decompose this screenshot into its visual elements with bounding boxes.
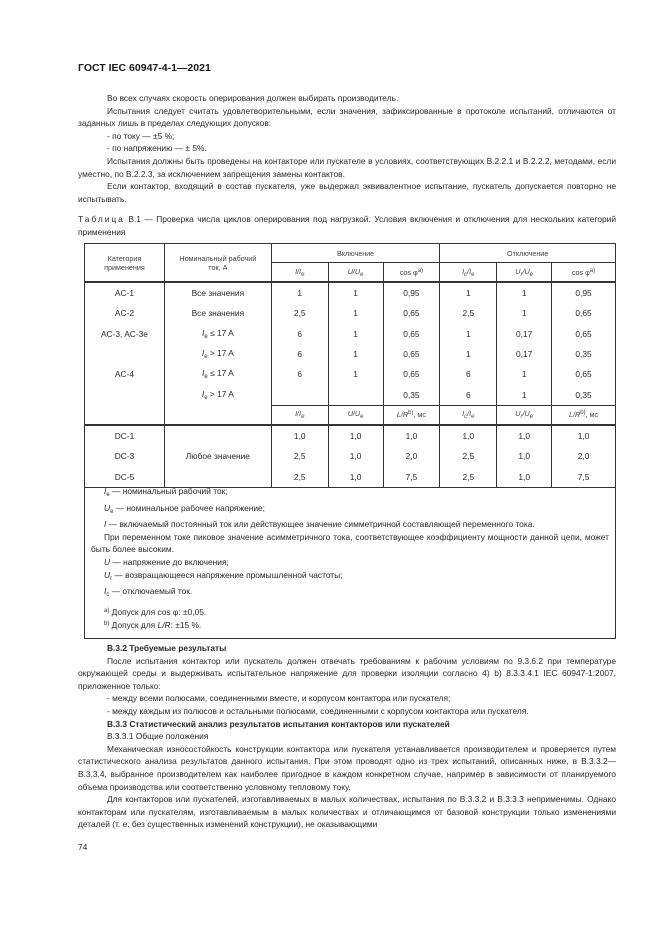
list-item: - между каждым из полюсов и остальными полюсами, соединенными с корпусом контактора или пускателя.	[107, 705, 529, 716]
cell: 1	[497, 282, 552, 303]
empty-cell	[85, 405, 165, 425]
cell: 1	[497, 364, 552, 384]
note-ic: $I_c$ — отключаемый ток.	[104, 586, 193, 599]
cell: 0,95	[552, 282, 616, 303]
note-ur: $U_r$ — возвращающееся напряжение промышленной частоты;	[104, 569, 343, 582]
cell: 0,35	[383, 384, 440, 405]
empty-cell	[164, 405, 271, 425]
cell: 6	[271, 344, 328, 364]
cell: 2,0	[552, 446, 616, 466]
cell: 0,65	[552, 364, 616, 384]
intro-text	[78, 92, 616, 205]
paragraph: Испытания должны быть проведены на контакторе или пускателе в условиях, соответствующих B.2.2.1 и B.2.2.2, методами, если уместно, по B.2.2.3, за исключением запрещения замены контактов.	[78, 155, 616, 179]
paragraph: Механическая износостойкость конструкции контактора или пускателя устанавливается производителем и проверяется путем статистического анализа результатов данного испытания. При этом проводят одно из трех испытаний, описанных ниже, в B.3.3.2—B.3.3.4, выбранное производителем как наиболее пригодное в каждом конкретном случае, например в зависимости от планируемого объема производства или соответственно условному тепловому току.	[78, 743, 616, 792]
table-row	[85, 282, 616, 303]
col-cos: $\cos \varphi^{a)}$	[552, 263, 616, 283]
paragraph: Если контактор, входящий в состав пускателя, уже выдержал эквивалентное испытание, пускатель допускается повторно не испытывать.	[78, 181, 616, 204]
cell: 6	[271, 364, 328, 384]
cell: 1	[328, 282, 383, 303]
cell: 2,5	[271, 466, 328, 487]
note-ue: $U_e$ — номинальное рабочее напряжение;	[104, 502, 266, 515]
col-lr: $L/R^{b)}$, мс	[552, 405, 616, 425]
cell: 2,5	[271, 446, 328, 466]
cell: 1,0	[328, 466, 383, 487]
cell: 6	[440, 364, 497, 384]
cell-category: AC-1	[85, 282, 165, 303]
note-u: U — напряжение до включения;	[104, 556, 229, 567]
cell-category: AC-3, AC-3e	[85, 324, 165, 344]
col-ic-ie: $I_c/I_e$	[440, 405, 497, 425]
table-row	[85, 303, 616, 323]
col-cos: $\cos \varphi^{a)}$	[383, 263, 440, 283]
section-heading: B.3.3 Статистический анализ результатов испытания контакторов или пускателей	[107, 718, 450, 729]
paragraph: После испытания контактор или пускатель должен отвечать требованиям к рабочим условиям по 9.3.6.2 при температуре окружающей среды и выдерживать испытательное напряжение для проверки изоляции согласно 4) b) 8.3.3.4.1 IEC 60947-1:2007, приложенное только:	[78, 655, 616, 691]
cell-current: $I_e > 17$ A	[164, 384, 271, 405]
header-current: Номинальный рабочий ток, А	[164, 244, 271, 283]
cell: 1	[328, 303, 383, 323]
note-ie: $I_e$ — номинальный рабочий ток;	[104, 486, 228, 498]
cell-current: $I_e > 17$ A	[164, 344, 271, 364]
table-caption	[78, 213, 616, 238]
cell: 2,5	[440, 303, 497, 323]
cell: 1	[440, 324, 497, 344]
cell: 1,0	[497, 466, 552, 487]
footnote-b: $^{b)}$ Допуск для L/R: ±15 %.	[104, 620, 202, 631]
cell-category: AC-2	[85, 303, 165, 323]
cell: 0,65	[383, 364, 440, 384]
subsection-heading: B.3.3.1 Общие положения	[107, 731, 209, 742]
cell: 1,0	[328, 446, 383, 466]
cell: 1,0	[271, 425, 328, 446]
cell: 1,0	[383, 425, 440, 446]
cell: 0,95	[383, 282, 440, 303]
header-category: Категория применения	[85, 244, 165, 283]
cell: 2,5	[271, 303, 328, 323]
caption-prefix: Таблица	[78, 214, 125, 224]
col-lr: $L/R^{b)}$, мс	[383, 405, 440, 425]
cell: 6	[440, 384, 497, 405]
cell-current: $I_e \le 17$ A	[164, 364, 271, 384]
cell: 1,0	[497, 425, 552, 446]
cell: 0,35	[552, 384, 616, 405]
cell-current: $I_e \le 17$ A	[164, 324, 271, 344]
cell: 7,5	[383, 466, 440, 487]
cell-current: Все значения	[164, 282, 271, 303]
cell-category	[85, 344, 165, 364]
cell: 1,0	[440, 425, 497, 446]
cell	[271, 384, 328, 405]
paragraph: Для контакторов или пускателей, изготавливаемых в малых количествах, испытания по B.3.3.2 и B.3.3.3 неприменимы. Однако контакторам или пускателям, изготавливаемым в малых количествах и отличающимся от базовой конструкции только изменениями деталей (т. е. без существенных изменений конструкции), не оказывающими	[78, 794, 616, 830]
cell: 1	[497, 303, 552, 323]
col-ur-ue: $U_r/U_e$	[497, 263, 552, 283]
cell: 0,17	[497, 324, 552, 344]
list-item: - по току — ±5 %;	[107, 130, 175, 141]
table-row	[85, 324, 616, 344]
cell: 2,5	[440, 466, 497, 487]
cell: 1	[271, 282, 328, 303]
cell: 0,65	[552, 324, 616, 344]
cell: 1,0	[497, 446, 552, 466]
cell: 0,65	[383, 344, 440, 364]
table-row	[85, 384, 616, 405]
cell	[328, 384, 383, 405]
list-item: - между всеми полюсами, соединенными вместе, и корпусом контактора или пускателя;	[107, 693, 451, 704]
cell-category: DC-5	[85, 466, 165, 487]
cell-category: DC-1	[85, 425, 165, 446]
table-notes	[84, 481, 616, 639]
cell-current: Любое значение	[164, 425, 271, 487]
table-row	[85, 425, 616, 446]
document-header: ГОСТ IEC 60947-4-1—2021	[78, 62, 211, 74]
footnote-a: $^{a)}$ Допуск для cos φ: ±0,05.	[104, 606, 207, 617]
header-break: Отключение	[440, 244, 616, 263]
cell: 1	[328, 324, 383, 344]
page-number: 74	[78, 842, 88, 852]
col-u-ue: $U/U_e$	[328, 263, 383, 283]
cell-category: AC-4	[85, 364, 165, 384]
cell: 0,17	[497, 344, 552, 364]
col-ur-ue: $U_r/U_e$	[497, 405, 552, 425]
cell-category: DC-3	[85, 446, 165, 466]
paragraph: Испытания следует считать удовлетворительными, если значения, зафиксированные в протоколе испытаний, отличаются от заданных лишь в пределах следующих допусков:	[78, 105, 616, 129]
section-heading: B.3.2 Требуемые результаты	[107, 643, 227, 653]
cell: 1	[328, 364, 383, 384]
paragraph: Во всех случаях скорость оперирования должен выбирать производитель.	[107, 93, 399, 103]
cell: 1	[328, 344, 383, 364]
cell: 0,65	[552, 303, 616, 323]
sections-text	[78, 642, 616, 831]
cell: 0,65	[383, 303, 440, 323]
cell: 7,5	[552, 466, 616, 487]
table-row	[85, 446, 616, 466]
col-u-ue: $U/U_e$	[328, 405, 383, 425]
cell: 0,65	[383, 324, 440, 344]
data-table	[84, 243, 616, 488]
cell-current: Все значения	[164, 303, 271, 323]
caption-text: B.1 — Проверка числа циклов оперирования под нагрузкой. Условия включения и отключения для нескольких категорий применения	[78, 214, 617, 237]
col-i-ie: $I/I_e$	[271, 263, 328, 283]
table-row	[85, 364, 616, 384]
cell: 1,0	[552, 425, 616, 446]
cell-category	[85, 384, 165, 405]
cell: 1	[440, 344, 497, 364]
col-ic-ie: $I_c/I_e$	[440, 263, 497, 283]
note-i: I — включаемый постоянный ток или действующее значение симметричной составляющей переменного тока.	[104, 519, 535, 530]
cell: 1,0	[328, 425, 383, 446]
note-peak: При переменном токе пиковое значение асимметричного тока, соответствующее коэффициенту мощности данной цепи, может быть более высоким.	[91, 531, 609, 555]
cell: 0,35	[552, 344, 616, 364]
table-row	[85, 344, 616, 364]
cell: 1	[440, 282, 497, 303]
list-item: - по напряжению — ± 5%.	[107, 143, 207, 154]
cell: 2,0	[383, 446, 440, 466]
header-make: Включение	[271, 244, 440, 263]
col-i-ie: $I/I_e$	[271, 405, 328, 425]
cell: 1	[497, 384, 552, 405]
cell: 2,5	[440, 446, 497, 466]
cell: 6	[271, 324, 328, 344]
